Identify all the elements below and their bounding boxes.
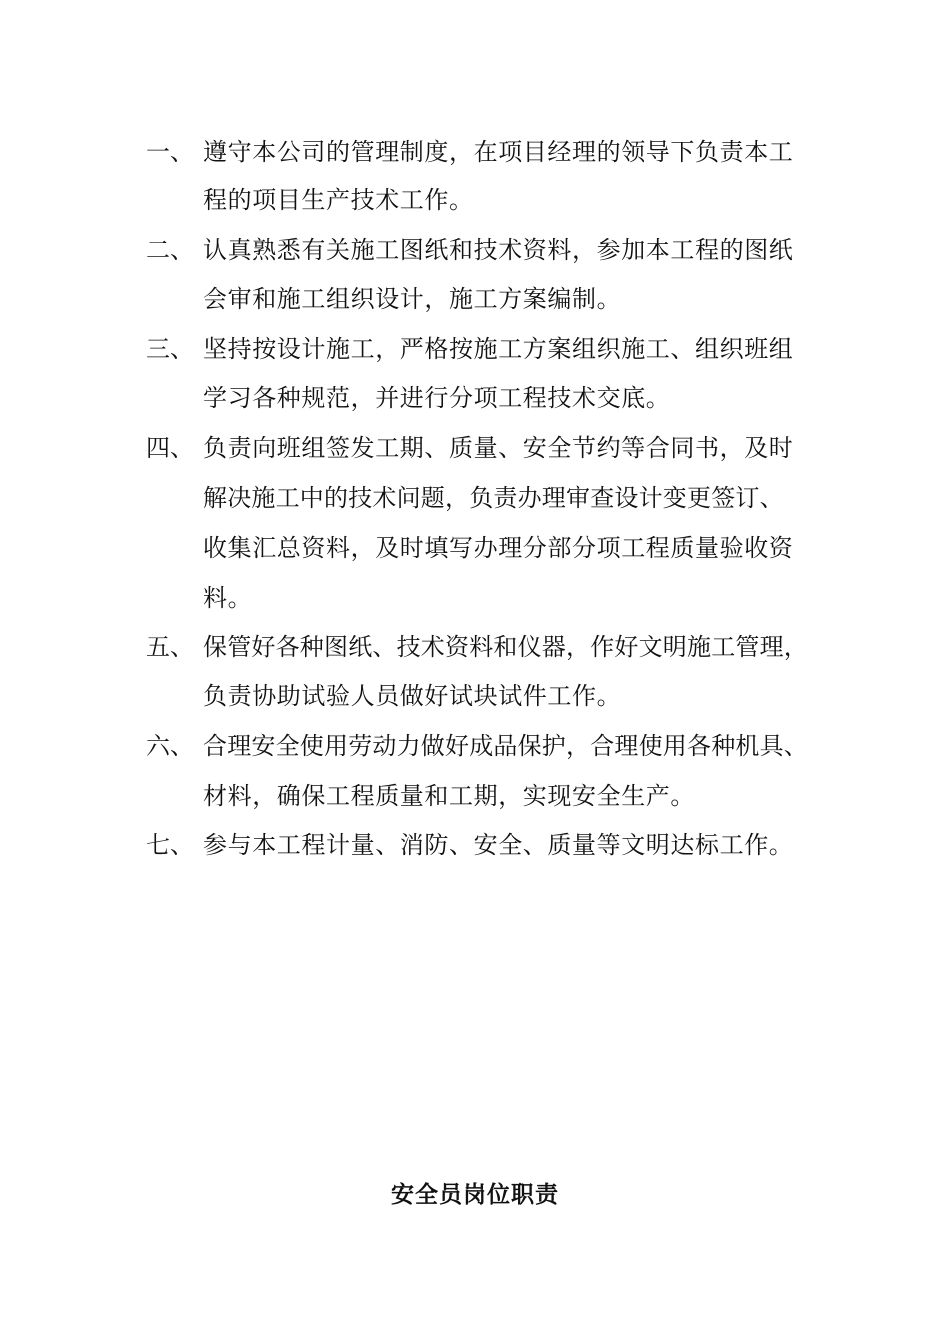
duty-4-line-4: 料。: [203, 584, 253, 612]
duty-2-line-1: 认真熟悉有关施工图纸和技术资料，参加本工程的图纸: [203, 236, 794, 264]
duty-3-line-1: 坚持按设计施工，严格按施工方案组织施工、组织班组: [203, 335, 794, 363]
duty-2-number: 二、: [146, 236, 194, 264]
duty-1-line-2: 程的项目生产技术工作。: [203, 186, 474, 214]
duty-5-line-2: 负责协助试验人员做好试块试件工作。: [203, 682, 622, 710]
duty-4-line-2: 解决施工中的技术问题，负责办理审查设计变更签订、: [203, 484, 784, 512]
section-title: 安全员岗位职责: [391, 1182, 559, 1208]
duty-1-number: 一、: [146, 138, 194, 166]
duty-7-line-1: 参与本工程计量、消防、安全、质量等文明达标工作。: [203, 831, 794, 859]
duty-6-line-1: 合理安全使用劳动力做好成品保护，合理使用各种机具、: [203, 732, 808, 760]
duty-6-line-2: 材料，确保工程质量和工期，实现安全生产。: [203, 782, 695, 810]
duty-4-line-3: 收集汇总资料，及时填写办理分部分项工程质量验收资: [203, 534, 794, 562]
duty-4-number: 四、: [146, 434, 194, 462]
duty-5-line-1: 保管好各种图纸、技术资料和仪器，作好文明施工管理，: [203, 633, 808, 661]
duty-2-line-2: 会审和施工组织设计，施工方案编制。: [203, 285, 622, 313]
duty-6-number: 六、: [146, 732, 194, 760]
duty-3-number: 三、: [146, 335, 194, 363]
duty-4-line-1: 负责向班组签发工期、质量、安全节约等合同书，及时: [203, 434, 794, 462]
duty-5-number: 五、: [146, 633, 194, 661]
duty-1-line-1: 遵守本公司的管理制度，在项目经理的领导下负责本工: [203, 138, 794, 166]
duty-3-line-2: 学习各种规范，并进行分项工程技术交底。: [203, 384, 671, 412]
duty-7-number: 七、: [146, 831, 194, 859]
